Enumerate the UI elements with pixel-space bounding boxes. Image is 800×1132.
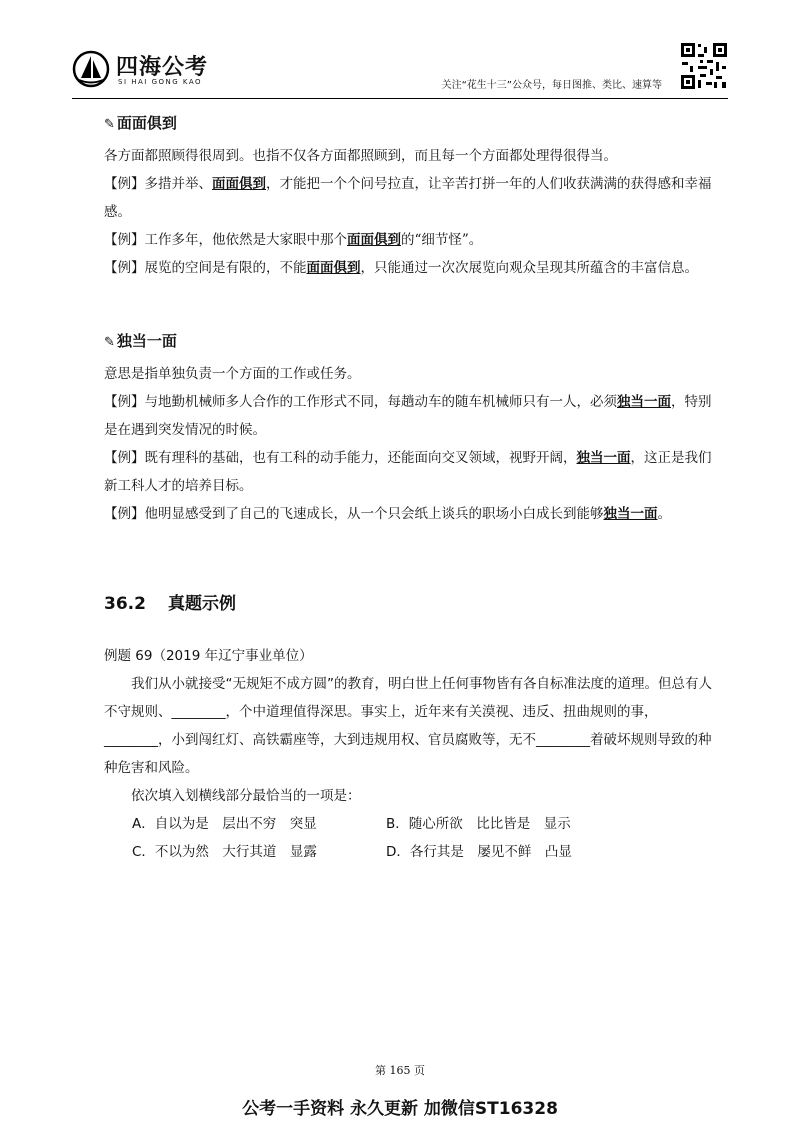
answer-options <box>104 810 716 866</box>
sailboat-logo-icon <box>72 50 110 88</box>
term-definition: 各方面都照顾得很周到。也指不仅各方面都照顾到，而且每一个方面都处理得很得当。 <box>104 148 617 164</box>
term-definition: 意思是指单独负责一个方面的工作或任务。 <box>104 366 361 382</box>
header-note: 关注“花生十三”公众号，每日图推、类比、速算等 <box>441 80 662 91</box>
option-a: A．自以为是 层出不穷 突显 <box>132 816 317 832</box>
header-divider <box>72 98 728 99</box>
example-sentence: 【例】工作多年，他依然是大家眼中那个面面俱到的“细节怪”。 <box>104 232 483 248</box>
question-heading: 例题 69（2019 年辽宁事业单位） <box>104 648 313 664</box>
pencil-icon: ✎ <box>104 335 115 350</box>
logo-text: 四海公考 <box>116 55 209 80</box>
pencil-icon: ✎ <box>104 117 115 132</box>
term-block <box>104 326 716 528</box>
question-prompt: 依次填入划横线部分最恰当的一项是： <box>131 788 361 804</box>
question-body <box>104 670 716 810</box>
option-c: C．不以为然 大行其道 显露 <box>132 844 317 860</box>
page-number: 第 165 页 <box>375 1064 425 1077</box>
term-title: ✎ 独当一面 <box>104 332 177 350</box>
example-sentence: 【例】既有理科的基础，也有工科的动手能力，还能面向交叉领域，视野开阔，独当一面，这正是我们新工科人才的培养目标。 <box>104 450 712 494</box>
page-header <box>72 40 728 100</box>
option-b: B．随心所欲 比比皆是 显示 <box>386 816 571 832</box>
logo-subtext: SI HAI GONG KAO <box>118 78 203 86</box>
term-title: ✎ 面面俱到 <box>104 114 177 132</box>
question-stem: 我们从小就接受“无规矩不成方圆”的教育，明白世上任何事物皆有各自标准法度的道理。但总有人不守规则、________，个中道理值得深思。事实上，近年来有关漠视、违反、扭曲规则的事，________，小到闯红灯、高铁霸座等，大到违规用权、官员腐败等，无不________着破坏规则导致的种种危害和风险。 <box>104 676 712 776</box>
section-title: 36.2 真题示例 <box>104 594 236 614</box>
example-sentence: 【例】他明显感受到了自己的飞速成长，从一个只会纸上谈兵的职场小白成长到能够独当一面。 <box>104 506 671 522</box>
footer-banner: 公考一手资料 永久更新 加微信ST16328 <box>242 1099 558 1119</box>
example-sentence: 【例】展览的空间是有限的，不能面面俱到，只能通过一次次展览向观众呈现其所蕴含的丰富信息。 <box>104 260 698 276</box>
page-content <box>104 108 716 866</box>
term-block <box>104 108 716 282</box>
option-d: D．各行其是 屡见不鲜 凸显 <box>386 844 572 860</box>
qr-code-icon <box>680 42 728 90</box>
example-sentence: 【例】多措并举、面面俱到，才能把一个个问号拉直，让辛苦打拼一年的人们收获满满的获得感和幸福感。 <box>104 176 712 220</box>
example-sentence: 【例】与地勤机械师多人合作的工作形式不同，每趟动车的随车机械师只有一人，必须独当一面，特别是在遇到突发情况的时候。 <box>104 394 712 438</box>
